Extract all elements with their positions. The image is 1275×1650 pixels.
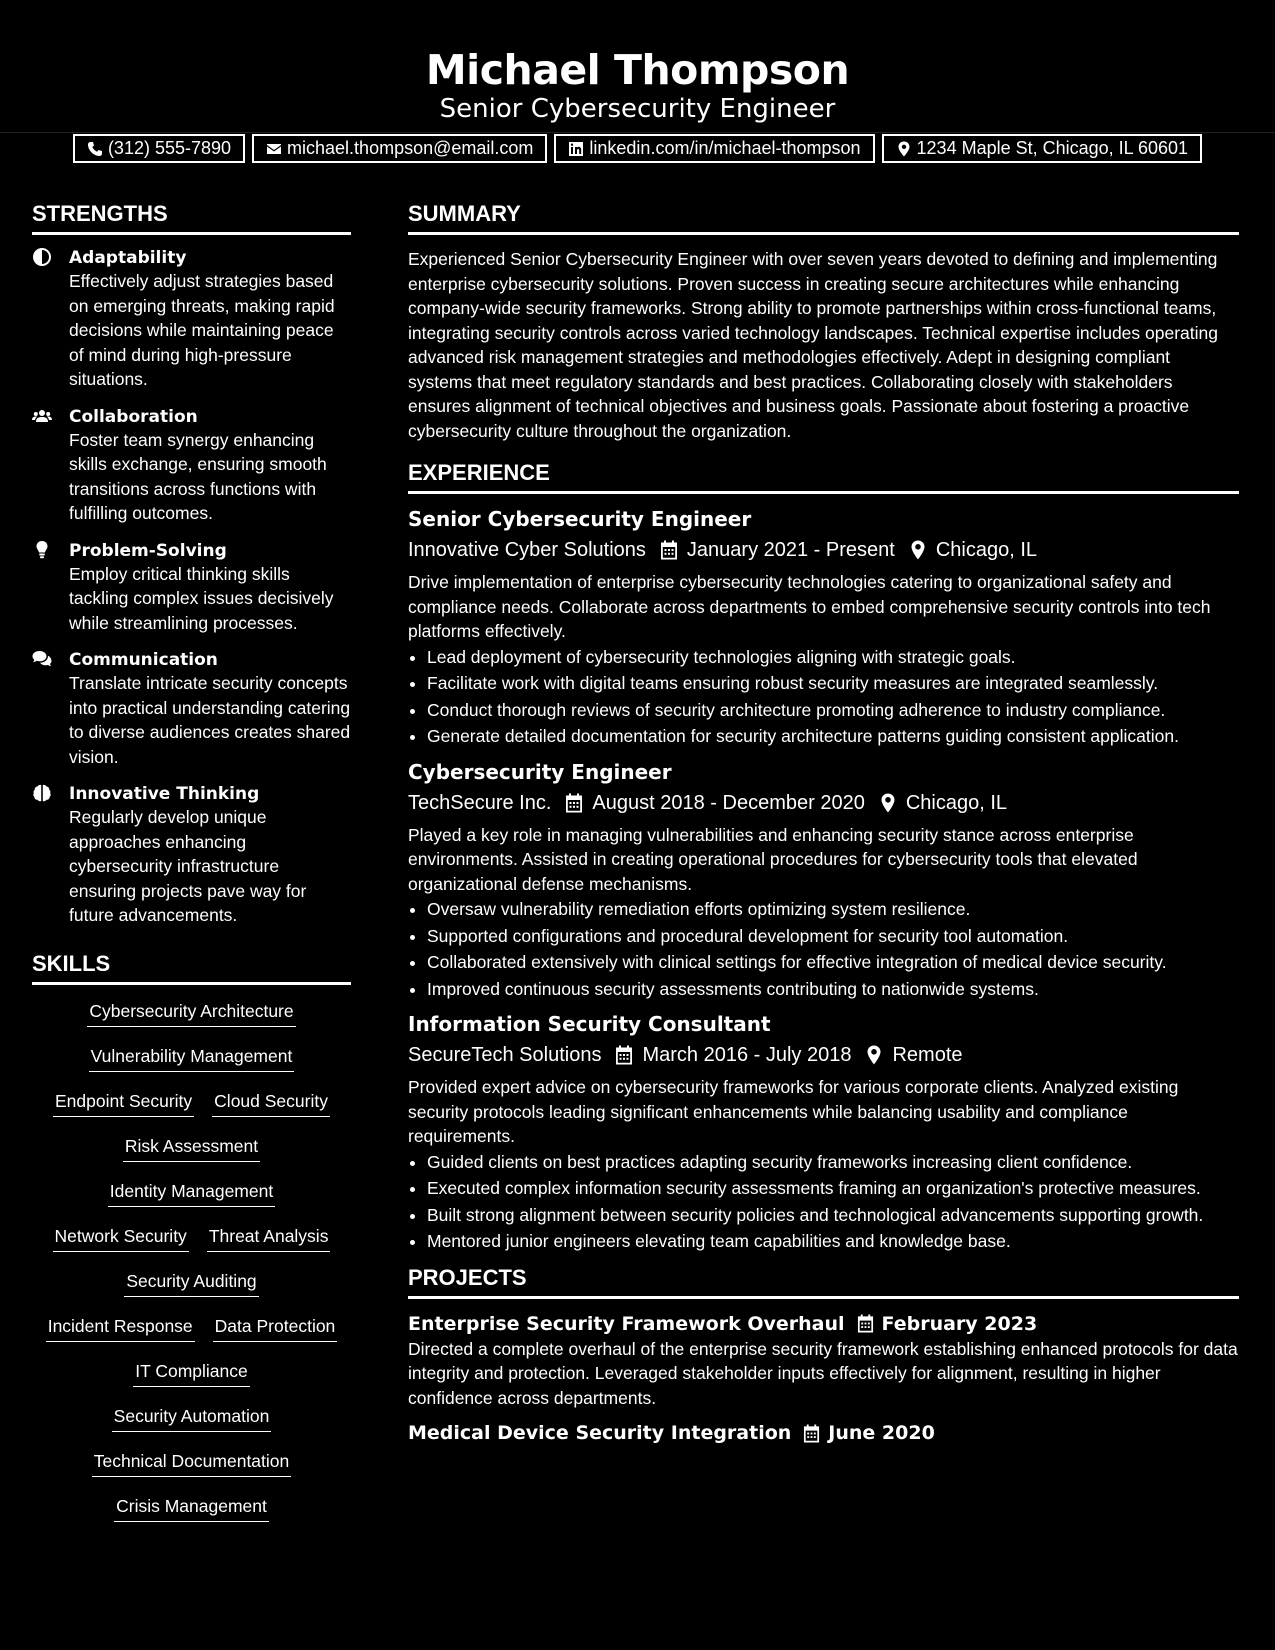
projects-heading: PROJECTS [408, 1264, 1239, 1299]
job-bullet: • Collaborated extensively with clinical settings for effective integration of medical device security. [427, 950, 1239, 975]
calendar-icon [857, 1314, 874, 1333]
contact-email-text: michael.thompson@email.com [287, 138, 534, 158]
strength-item [32, 649, 351, 769]
envelope-icon [266, 141, 282, 157]
resume-header [0, 0, 1275, 158]
job-bullet: • Guided clients on best practices adapting security frameworks increasing client confidence. [427, 1150, 1239, 1175]
strength-title: Innovative Thinking [69, 784, 260, 804]
candidate-title: Senior Cybersecurity Engineer [439, 94, 836, 124]
job-bullet: • Oversaw vulnerability remediation efforts optimizing system resilience. [427, 897, 1239, 922]
skill-row [32, 1494, 351, 1539]
calendar-icon [615, 1045, 633, 1065]
job-bullet: • Conduct thorough reviews of security architecture promoting adherence to industry compliance. [427, 698, 1239, 723]
contact-phone[interactable] [73, 134, 245, 163]
project-date: June 2020 [828, 1422, 935, 1444]
contact-linkedin[interactable] [554, 134, 874, 163]
strength-title: Collaboration [69, 406, 198, 427]
skill-row [32, 1404, 351, 1449]
map-marker-icon [896, 141, 912, 157]
map-marker-icon [865, 1045, 883, 1065]
project-entry [408, 1420, 1239, 1446]
job-bullet: • Improved continuous security assessments contributing to nationwide systems. [427, 977, 1239, 1002]
project-title: Enterprise Security Framework Overhaul [408, 1312, 845, 1335]
contact-address-text: 1234 Maple St, Chicago, IL 60601 [916, 138, 1189, 158]
contact-address[interactable] [882, 134, 1203, 163]
experience-list [408, 506, 1239, 1254]
map-marker-icon [909, 540, 927, 560]
contact-email[interactable] [252, 134, 547, 163]
users-icon [32, 406, 52, 426]
skill-row [32, 1269, 351, 1314]
job-description: Drive implementation of enterprise cybersecurity technologies catering to organizational safety and compliance needs. Collaborate across departments to embed comprehensive security controls into tech platforms effectively. [408, 572, 1211, 641]
job-dates: August 2018 - December 2020 [592, 791, 865, 814]
skill-row [32, 1179, 351, 1224]
project-description: Directed a complete overhaul of the enterprise security framework establishing enhanced protocols for data integrity and protection. Leveraged stakeholder inputs effectively for alignment, resulting in higher confidence across departments. [408, 1338, 1238, 1408]
skill-tag: Risk Assessment [123, 1134, 260, 1162]
project-date: February 2023 [881, 1312, 1038, 1335]
left-column [32, 200, 351, 1539]
job-location: Chicago, IL [935, 539, 1037, 561]
job-company: TechSecure Inc. [408, 791, 552, 814]
skills-list [32, 999, 351, 1539]
linkedin-icon [568, 141, 584, 157]
skill-tag: Cloud Security [212, 1089, 330, 1117]
skill-tag: Cybersecurity Architecture [87, 999, 295, 1027]
skill-tag: IT Compliance [133, 1359, 250, 1387]
summary-text: Experienced Senior Cybersecurity Engineer with over seven years devoted to defining and implementing enterprise cybersecurity solutions. Proven success in creating secure architectures while enhancing company-wide security frameworks. Strong ability to promote partnerships within cross-functional teams, integrating security controls across varied technology landscapes. Technical expertise includes operating advanced risk management strategies and methodologies effectively. Adept in designing compliant systems that meet regulatory standards and best practices. Collaborating closely with stakeholders ensures alignment of technical objectives and business goals. Passionate about fostering a proactive cybersecurity culture throughout the organization. [408, 249, 1218, 441]
lightbulb-icon [32, 540, 52, 560]
skill-row [32, 1449, 351, 1494]
skill-tag: Endpoint Security [53, 1089, 194, 1117]
strength-desc: Foster team synergy enhancing skills exchange, ensuring smooth transitions across functions with fulfilling outcomes. [69, 429, 327, 523]
job-bullet: • Generate detailed documentation for security architecture patterns guiding consistent application. [427, 724, 1239, 749]
skill-tag: Security Automation [112, 1404, 272, 1432]
job-description: Played a key role in managing vulnerabilities and enhancing security stance across enterprise environments. Assisted in creating operational procedures for cybersecurity tools that elevated organizational defense mechanisms. [408, 824, 1138, 894]
skill-tag: Identity Management [108, 1179, 275, 1207]
right-column [408, 200, 1239, 1456]
job-location: Remote [892, 1044, 963, 1066]
job-bullet: • Facilitate work with digital teams ensuring robust security measures are integrated seamlessly. [427, 671, 1239, 696]
skill-tag: Data Protection [213, 1314, 338, 1342]
project-entry [408, 1311, 1239, 1411]
job-dates: March 2016 - July 2018 [642, 1044, 852, 1066]
job-entry [408, 1011, 1239, 1254]
job-title: Information Security Consultant [408, 1012, 771, 1036]
job-bullet: • Mentored junior engineers elevating team capabilities and knowledge base. [427, 1229, 1239, 1254]
strength-item [32, 783, 351, 928]
skill-tag: Threat Analysis [207, 1224, 331, 1252]
job-description: Provided expert advice on cybersecurity frameworks for various corporate clients. Analyzed existing security protocols leading significant enhancements while balancing usability and compliance requirements. [408, 1077, 1179, 1146]
job-company: Innovative Cyber Solutions [408, 539, 646, 561]
skill-row [32, 1314, 351, 1359]
job-bullet: • Built strong alignment between security policies and technological advancements supporting growth. [427, 1203, 1239, 1228]
skill-tag: Network Security [53, 1224, 189, 1252]
strength-title: Communication [69, 650, 218, 670]
job-title: Cybersecurity Engineer [408, 759, 672, 784]
half-circle-icon [32, 247, 52, 267]
skill-row [32, 1044, 351, 1089]
project-header [408, 1420, 1239, 1446]
job-location: Chicago, IL [905, 791, 1007, 814]
job-bullet: • Executed complex information security assessments framing an organization's protective measures. [427, 1176, 1239, 1201]
skill-tag: Incident Response [46, 1314, 195, 1342]
calendar-icon [803, 1424, 820, 1443]
job-company: SecureTech Solutions [408, 1044, 602, 1066]
skill-row [32, 1359, 351, 1404]
map-marker-icon [879, 793, 897, 813]
candidate-name: Michael Thompson [425, 46, 850, 94]
strength-desc: Translate intricate security concepts into practical understanding catering to diverse audiences creates shared vision. [69, 673, 351, 767]
job-dates: January 2021 - Present [686, 539, 895, 561]
skills-heading: SKILLS [32, 950, 351, 985]
comments-icon [32, 649, 52, 669]
strength-title: Adaptability [69, 248, 187, 268]
skill-tag: Technical Documentation [92, 1449, 292, 1477]
skill-tag: Security Auditing [124, 1269, 258, 1297]
project-title: Medical Device Security Integration [408, 1422, 792, 1444]
job-bullets [408, 897, 1239, 1001]
strength-item [32, 247, 351, 392]
strength-item [32, 406, 351, 526]
contact-phone-text: (312) 555-7890 [107, 138, 232, 158]
strength-desc: Employ critical thinking skills tackling complex issues decisively while streamlining processes. [69, 563, 334, 633]
strength-desc: Effectively adjust strategies based on emerging threats, making rapid decisions while maintaining peace of mind during high-pressure situations. [69, 271, 335, 389]
phone-icon [87, 141, 103, 157]
job-entry [408, 759, 1239, 1002]
job-meta [408, 787, 1239, 819]
strength-title: Problem-Solving [69, 540, 227, 561]
strength-item [32, 540, 351, 636]
job-bullets [408, 645, 1239, 749]
skill-tag: Crisis Management [114, 1494, 269, 1522]
projects-list [408, 1311, 1239, 1447]
calendar-icon [565, 793, 583, 813]
job-title: Senior Cybersecurity Engineer [408, 507, 752, 531]
skill-row [32, 1224, 351, 1269]
experience-heading: EXPERIENCE [408, 459, 1239, 494]
strengths-heading: STRENGTHS [32, 200, 351, 235]
skill-row [32, 999, 351, 1044]
job-bullet: • Supported configurations and procedural development for security tool automation. [427, 924, 1239, 949]
contact-linkedin-text: linkedin.com/in/michael-thompson [589, 138, 861, 158]
job-bullet: • Lead deployment of cybersecurity technologies aligning with strategic goals. [427, 645, 1239, 670]
job-entry [408, 506, 1239, 749]
calendar-icon [660, 540, 678, 560]
strength-desc: Regularly develop unique approaches enhancing cybersecurity infrastructure ensuring projects pave way for future advancements. [69, 807, 307, 925]
job-bullets [408, 1150, 1239, 1254]
job-meta [408, 534, 1239, 566]
skill-row [32, 1089, 351, 1134]
job-meta [408, 1039, 1239, 1071]
summary-heading: SUMMARY [408, 200, 1239, 235]
contact-bar [0, 134, 1275, 163]
project-header [408, 1311, 1239, 1337]
brain-icon [32, 783, 52, 803]
skill-row [32, 1134, 351, 1179]
skill-tag: Vulnerability Management [89, 1044, 295, 1072]
